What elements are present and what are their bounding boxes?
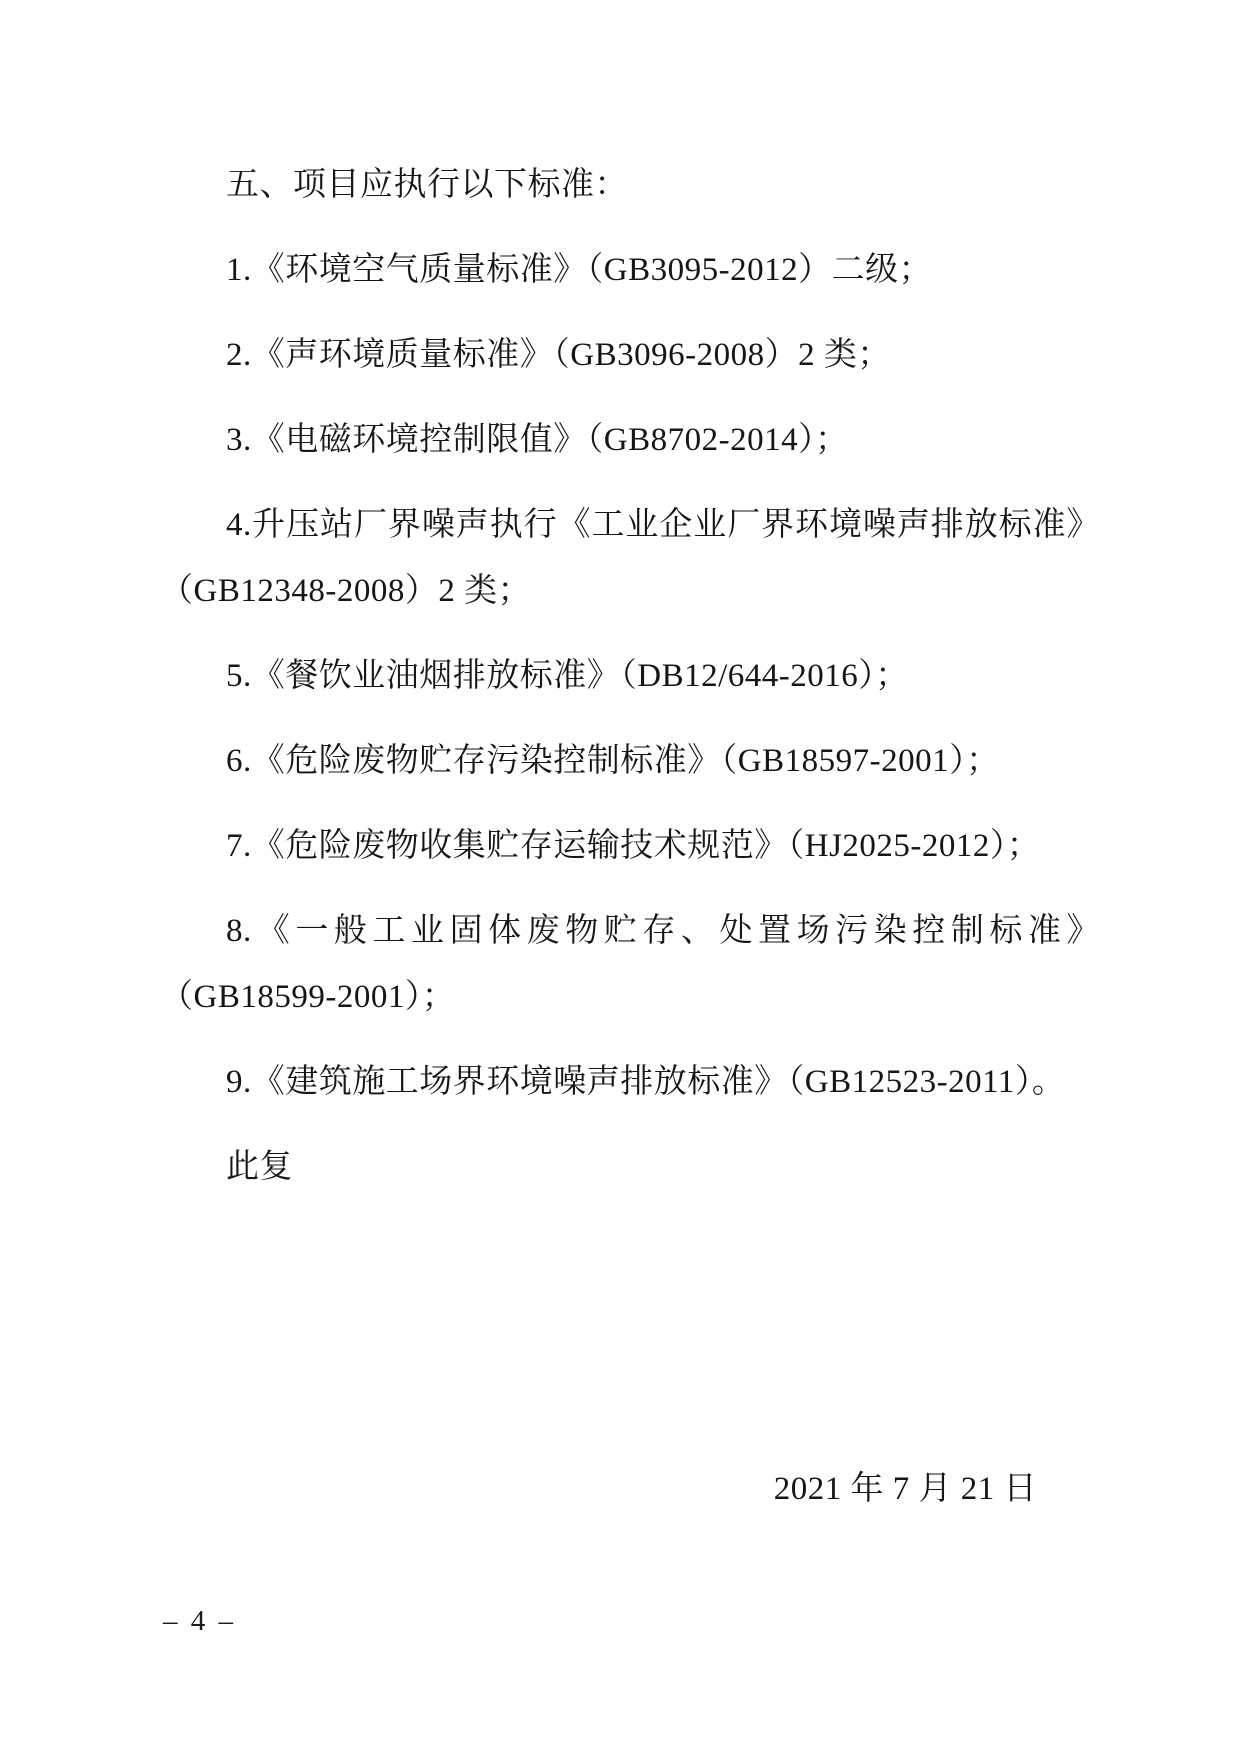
standard-item-line: （GB18599-2001）； — [160, 979, 456, 1015]
standard-item-6: 6.《危险废物贮存污染控制标准》（GB18597-2001）； — [226, 743, 1000, 779]
standard-item-2: 2.《声环境质量标准》（GB3096-2008）2 类； — [226, 337, 891, 373]
closing-phrase: 此复 — [226, 1149, 293, 1185]
issue-date: 2021 年 7 月 21 日 — [773, 1471, 1037, 1507]
standard-item-line: （GB12348-2008）2 类； — [160, 573, 532, 609]
standard-item-8 — [160, 898, 1100, 1030]
standard-item-9: 9.《建筑施工场界环境噪声排放标准》（GB12523-2011）。 — [226, 1064, 1066, 1100]
document-body — [160, 152, 1100, 1522]
standard-item-3: 3.《电磁环境控制限值》（GB8702-2014）； — [226, 422, 849, 458]
standard-item-line: 8.《一般工业固体废物贮存、处置场污染控制标准》 — [226, 913, 1100, 949]
standard-item-7: 7.《危险废物收集贮存运输技术规范》（HJ2025-2012）； — [226, 828, 1041, 864]
section-heading: 五、项目应执行以下标准： — [226, 167, 628, 203]
standard-item-1: 1.《环境空气质量标准》（GB3095-2012）二级； — [226, 252, 933, 288]
standard-item-4 — [160, 492, 1100, 624]
standard-item-5: 5.《餐饮业油烟排放标准》（DB12/644-2016）； — [226, 658, 909, 694]
standard-item-line: 4.升压站厂界噪声执行《工业企业厂界环境噪声排放标准》 — [226, 507, 1100, 543]
page-number: – 4 – — [163, 1605, 236, 1637]
